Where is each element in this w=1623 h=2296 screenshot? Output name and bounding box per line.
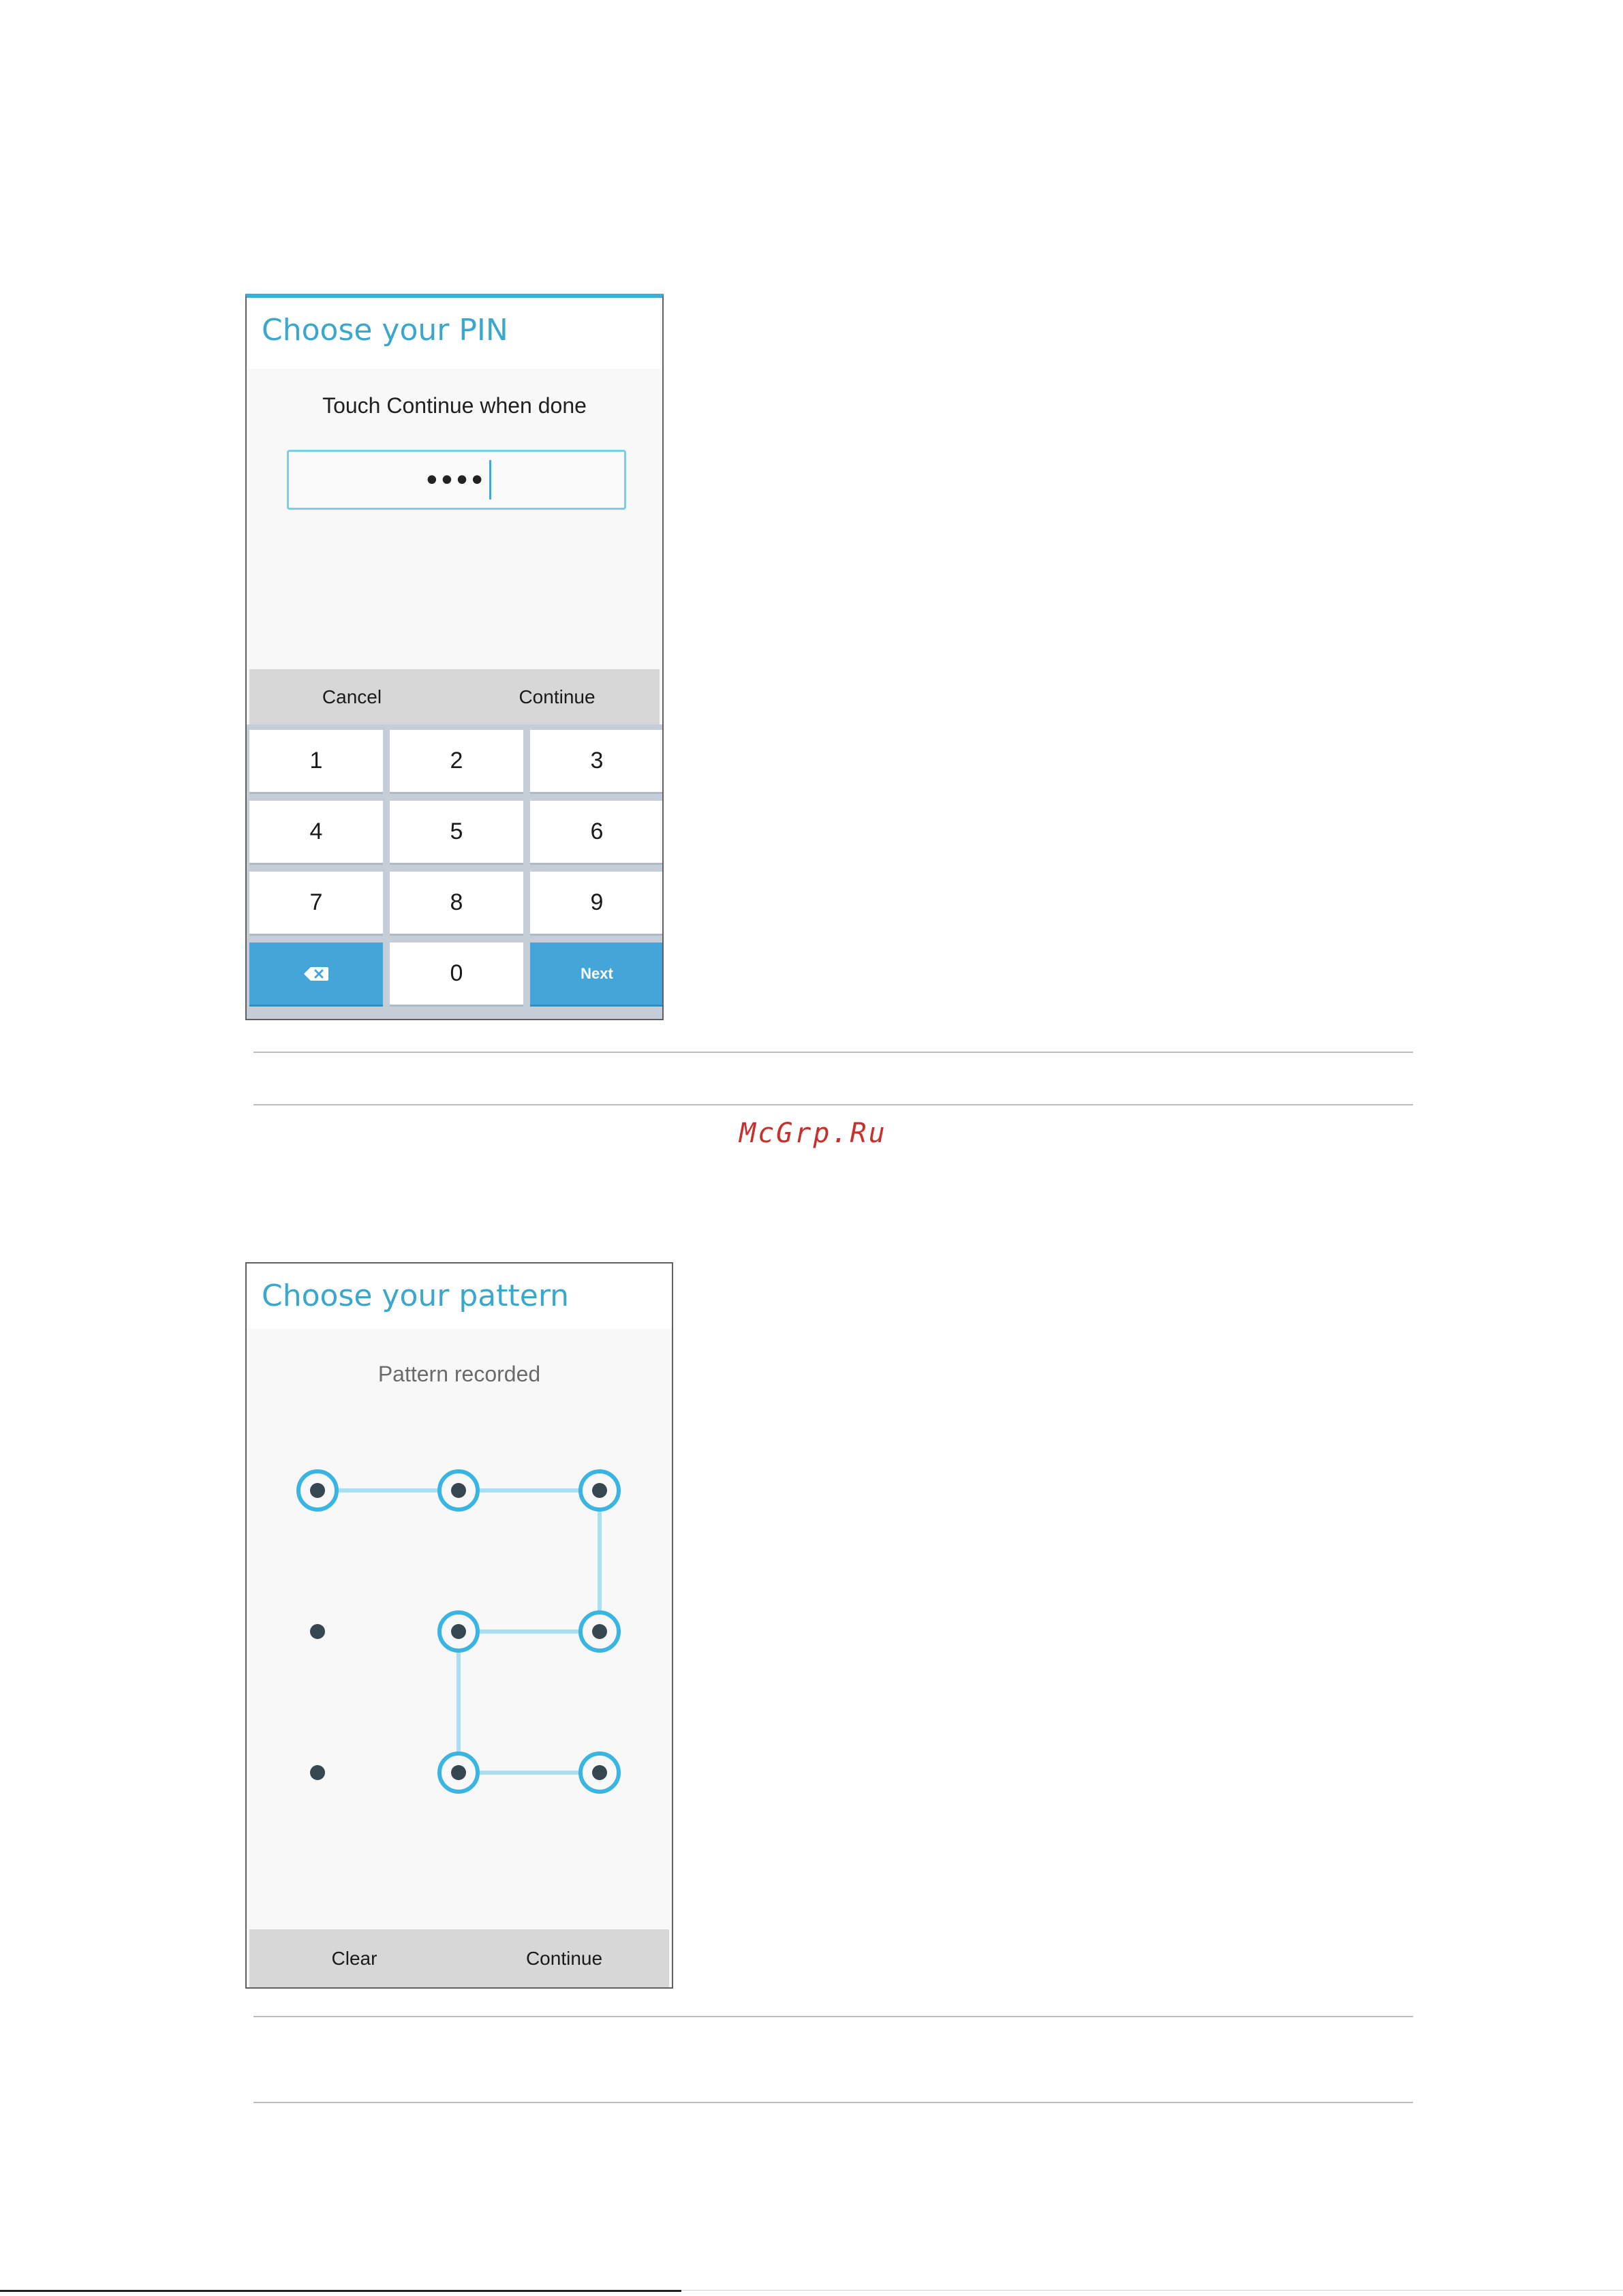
key-0[interactable]: 0: [390, 943, 523, 1007]
key-2[interactable]: 2: [390, 730, 523, 794]
text-cursor: [489, 460, 491, 500]
pattern-dot[interactable]: [451, 1765, 466, 1780]
pattern-dot[interactable]: [310, 1765, 325, 1780]
pattern-dot[interactable]: [310, 1483, 325, 1498]
pin-screen: [245, 294, 664, 1020]
key-9[interactable]: 9: [530, 872, 664, 936]
key-6[interactable]: 6: [530, 801, 664, 865]
divider: [253, 1104, 1413, 1105]
backspace-icon: [303, 966, 330, 982]
key-4[interactable]: 4: [249, 801, 383, 865]
pattern-dot[interactable]: [451, 1624, 466, 1639]
pin-action-bar: [249, 669, 660, 725]
pattern-screen-title: Choose your pattern: [262, 1279, 570, 1313]
pattern-dot[interactable]: [592, 1483, 607, 1498]
clear-button[interactable]: Clear: [331, 1948, 377, 1969]
pattern-dot[interactable]: [592, 1624, 607, 1639]
divider: [253, 2102, 1413, 2103]
pattern-action-bar: [249, 1929, 669, 1988]
next-key[interactable]: Next: [530, 943, 664, 1007]
footer-rule: [681, 2290, 1623, 2291]
pattern-dot[interactable]: [592, 1765, 607, 1780]
key-3[interactable]: 3: [530, 730, 664, 794]
pin-title-bar: [247, 298, 662, 369]
pattern-status: Pattern recorded: [377, 1362, 541, 1386]
key-8[interactable]: 8: [390, 872, 523, 936]
pattern-grid[interactable]: [247, 1264, 672, 1989]
divider: [253, 1052, 1413, 1053]
divider: [253, 2016, 1413, 2017]
pin-instruction: Touch Continue when done: [322, 393, 587, 418]
key-7[interactable]: 7: [249, 872, 383, 936]
footer-rule: [0, 2290, 681, 2292]
continue-button[interactable]: Continue: [519, 686, 596, 707]
pin-screen-title: Choose your PIN: [262, 313, 508, 348]
key-5[interactable]: 5: [390, 801, 523, 865]
pattern-screen: [245, 1262, 673, 1989]
pin-input[interactable]: [287, 450, 626, 510]
cancel-button[interactable]: Cancel: [322, 686, 382, 707]
continue-button[interactable]: Continue: [525, 1948, 603, 1969]
pin-input-value: ••••: [426, 461, 487, 497]
numeric-keypad: [247, 724, 662, 1019]
key-1[interactable]: 1: [249, 730, 383, 794]
backspace-key[interactable]: [249, 943, 383, 1007]
watermark: McGrp.Ru: [739, 1118, 887, 1149]
pattern-dot[interactable]: [451, 1483, 466, 1498]
pattern-dot[interactable]: [310, 1624, 325, 1639]
